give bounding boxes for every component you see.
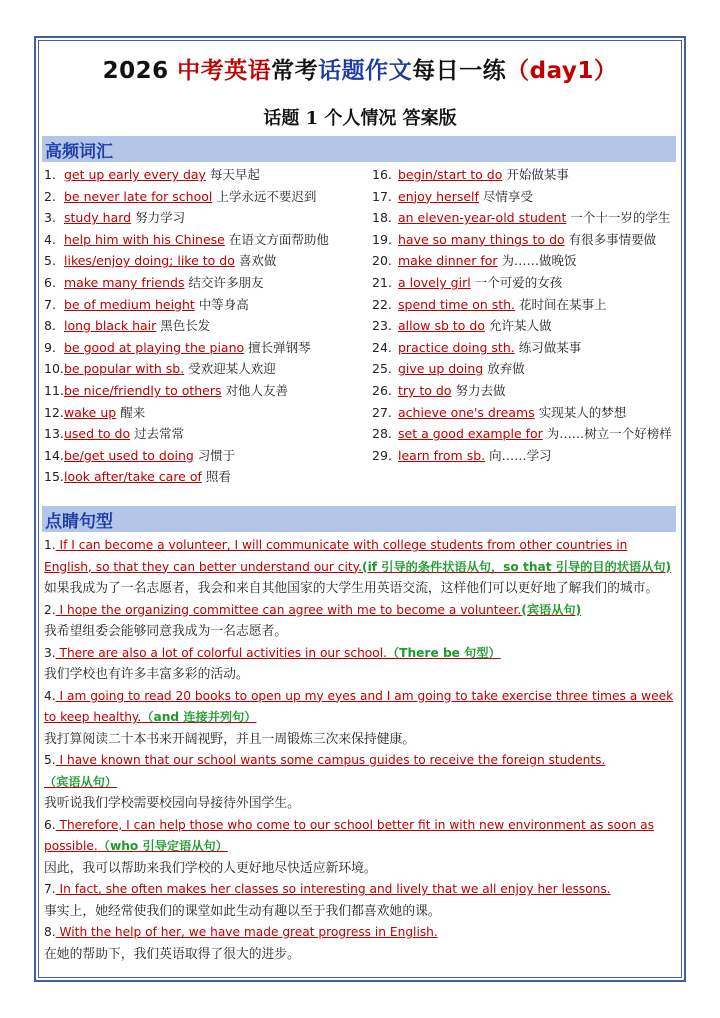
vocab-item-number: 2. (44, 188, 56, 204)
vocab-item (372, 423, 672, 445)
vocab-item (44, 207, 329, 229)
sentence-number: 6. (44, 817, 56, 832)
vocab-item-meaning: 中等身高 (198, 296, 249, 312)
vocab-item-phrase: be of medium height (64, 296, 195, 312)
vocab-item-meaning: 喜欢做 (238, 253, 277, 269)
sentence-english: There are also a lot of colorful activities in our school. (55, 645, 387, 660)
vocab-item-phrase: begin/start to do (398, 167, 503, 182)
sentence-item (44, 643, 676, 686)
vocab-item (44, 337, 329, 359)
sentence-translation: 我们学校也有许多丰富多彩的活动。 (44, 667, 249, 682)
vocab-item-number: 29. (372, 447, 392, 463)
vocab-item (372, 445, 672, 467)
vocab-item (44, 402, 329, 424)
page-subtitle: 话题 1 个人情况 答案版 (263, 108, 457, 129)
sentence-translation: 事实上，她经常使我们的课堂如此生动有趣以至于我们都喜欢她的课。 (44, 903, 441, 919)
title-part-daily: 每日一练 (412, 58, 507, 84)
sentence-english-line (44, 922, 676, 944)
vocab-item (372, 337, 672, 359)
sentence-grammar-note: （and 连接并列句） (141, 710, 257, 724)
vocab-item-number: 5. (44, 253, 56, 269)
vocab-item-number: 8. (44, 318, 56, 334)
vocab-item-meaning: 每天早起 (209, 167, 260, 182)
vocab-section-title: 高频词汇 (45, 142, 113, 162)
vocab-item (372, 164, 672, 186)
vocab-item-number: 18. (372, 210, 392, 226)
sentence-grammar-note: (宾语从句) (521, 602, 582, 617)
vocab-item (44, 445, 329, 467)
sentence-english: Therefore, I can help those who come to our school better fit in with new environment as soon as possible. (44, 817, 654, 853)
vocab-item-meaning: 为……树立一个好榜样 (546, 426, 672, 442)
sentence-translation: 我希望组委会能够同意我成为一名志愿者。 (44, 624, 288, 639)
vocab-item-number: 23. (372, 318, 392, 334)
title-part-day: （day1） (506, 58, 618, 84)
vocab-item-phrase: try to do (398, 382, 452, 398)
vocab-item-phrase: set a good example for (398, 426, 543, 442)
sentence-item (44, 600, 676, 643)
sentence-english-line (44, 600, 676, 622)
title-year: 2026 (102, 58, 178, 84)
vocab-item-phrase: get up early every day (64, 167, 206, 182)
vocab-item-phrase: be never late for school (64, 188, 213, 204)
vocab-item-meaning: 一个十一岁的学生 (570, 210, 671, 226)
sentence-english-line (44, 750, 676, 793)
vocab-item (372, 380, 672, 402)
vocab-item-number: 15. (44, 469, 64, 485)
vocab-item-number: 4. (44, 231, 56, 247)
vocab-item (44, 250, 329, 272)
vocab-item (372, 358, 672, 380)
vocab-item (372, 186, 672, 208)
page-title (0, 52, 720, 85)
sentence-translation: 我听说我们学校需要校园向导接待外国学生。 (44, 796, 300, 811)
vocab-item-phrase: give up doing (398, 361, 484, 377)
vocab-item-number: 11. (44, 382, 64, 398)
title-part-topic: 话题作文 (318, 58, 413, 84)
vocab-item (44, 294, 329, 316)
vocab-item-phrase: make many friends (64, 274, 185, 290)
vocab-item-number: 22. (372, 296, 392, 312)
vocab-section-header (42, 136, 676, 162)
sentence-english: With the help of her, we have made great progress in English. (55, 925, 438, 939)
vocab-item (44, 466, 329, 488)
vocab-item-phrase: enjoy herself (398, 188, 479, 204)
sentence-english: I hope the organizing committee can agree with me to become a volunteer. (55, 602, 522, 617)
vocab-item-number: 6. (44, 274, 56, 290)
vocab-item-meaning: 一个可爱的女孩 (474, 274, 563, 290)
vocab-item-number: 10. (44, 361, 64, 377)
vocab-item (44, 272, 329, 294)
vocab-item-phrase: allow sb to do (398, 318, 485, 334)
vocab-item (372, 229, 672, 251)
sentence-english: I am going to read 20 books to open up my eyes and I am going to take exercise three times a week to keep healthy. (44, 688, 674, 724)
sentence-english-line (44, 643, 676, 665)
vocab-item-phrase: achieve one's dreams (398, 404, 535, 420)
vocab-item-number: 19. (372, 231, 392, 247)
sentence-number: 3. (44, 645, 56, 660)
vocab-item-phrase: make dinner for (398, 253, 498, 269)
sentence-grammar-note: (if 引导的条件状语从句，so that 引导的目的状语从句) (362, 559, 672, 574)
vocab-item-meaning: 黑色长发 (160, 318, 211, 334)
sentence-item (44, 535, 676, 600)
sentence-translation: 我打算阅读二十本书来开阔视野，并且一周锻炼三次来保持健康。 (44, 731, 416, 747)
vocab-item-meaning: 放弃做 (487, 361, 525, 377)
vocab-item-number: 1. (44, 167, 56, 182)
vocab-item-number: 3. (44, 210, 56, 226)
vocab-item-number: 9. (44, 339, 56, 355)
vocab-item-phrase: help him with his Chinese (64, 231, 225, 247)
vocab-item-phrase: an eleven-year-old student (398, 210, 567, 226)
vocab-item-meaning: 花时间在某事上 (519, 296, 607, 312)
vocab-item-meaning: 尽情享受 (482, 188, 533, 204)
vocab-item (372, 402, 672, 424)
vocab-item (372, 315, 672, 337)
vocab-item-phrase: used to do (64, 426, 131, 442)
sentence-english-line (44, 815, 676, 858)
vocab-item-number: 21. (372, 274, 392, 290)
vocab-item-phrase: have so many things to do (398, 231, 565, 247)
vocab-item-number: 14. (44, 447, 64, 463)
vocab-item-phrase: long black hair (64, 318, 157, 334)
vocab-item-meaning: 过去常常 (134, 426, 185, 442)
sentence-number: 4. (44, 688, 56, 703)
sentence-english: I have known that our school wants some campus guides to receive the foreign students. (55, 753, 606, 767)
sentence-item (44, 815, 676, 880)
vocab-item-meaning: 受欢迎某人欢迎 (188, 361, 276, 377)
vocab-item (372, 250, 672, 272)
sentence-english-line (44, 879, 676, 901)
vocab-item-meaning: 醒来 (120, 404, 146, 420)
vocab-item-meaning: 努力学习 (135, 210, 186, 226)
vocab-item-phrase: spend time on sth. (398, 296, 516, 312)
vocab-item-number: 7. (44, 296, 56, 312)
sentence-item (44, 922, 676, 965)
vocab-item-phrase: be nice/friendly to others (64, 382, 222, 398)
vocab-item (44, 380, 329, 402)
sentence-english-line (44, 686, 676, 729)
vocab-item-meaning: 开始做某事 (506, 167, 569, 182)
sentence-section-header (42, 506, 676, 532)
vocab-item-meaning: 努力去做 (455, 382, 506, 398)
vocab-item-meaning: 擅长弹钢琴 (248, 339, 311, 355)
vocab-item-meaning: 为……做晚饭 (501, 253, 577, 269)
vocab-item-number: 20. (372, 253, 392, 269)
vocab-item-meaning: 在语文方面帮助他 (228, 231, 329, 247)
vocab-item-meaning: 实现某人的梦想 (538, 404, 627, 420)
vocab-item-phrase: be good at playing the piano (64, 339, 245, 355)
vocab-item-number: 26. (372, 382, 392, 398)
vocab-item-phrase: practice doing sth. (398, 339, 515, 355)
vocab-item (44, 315, 329, 337)
vocab-item-meaning: 上学永远不要迟到 (216, 188, 317, 204)
vocab-item-phrase: a lovely girl (398, 274, 471, 290)
sentence-section-title: 点睛句型 (45, 512, 113, 532)
vocab-item (372, 207, 672, 229)
vocab-item-number: 28. (372, 426, 392, 442)
vocab-item-number: 12. (44, 404, 64, 420)
vocab-list-right (372, 164, 672, 466)
sentence-number: 1. (44, 538, 56, 552)
vocab-item-meaning: 结交许多朋友 (188, 274, 264, 290)
vocab-item-meaning: 对他人友善 (225, 382, 289, 398)
vocab-item-number: 13. (44, 426, 64, 442)
sentence-english: If I can become a volunteer, I will communicate with college students from other countries in English, so that they can better understand our city. (44, 538, 628, 574)
sentence-translation: 在她的帮助下，我们英语取得了很大的进步。 (44, 946, 300, 962)
sentence-item (44, 750, 676, 815)
vocab-item-phrase: be popular with sb. (64, 361, 185, 377)
vocab-item-phrase: learn from sb. (398, 447, 486, 463)
vocab-item-number: 27. (372, 404, 392, 420)
vocab-item-meaning: 照看 (205, 469, 231, 485)
vocab-item-number: 17. (372, 188, 392, 204)
vocab-item-meaning: 有很多事情要做 (568, 231, 657, 247)
vocab-item (44, 229, 329, 251)
sentence-translation: 因此，我可以帮助来我们学校的人更好地尽快适应新环境。 (44, 860, 377, 876)
sentence-grammar-note: （宾语从句） (44, 774, 118, 789)
vocab-item (44, 423, 329, 445)
vocab-item (44, 164, 329, 186)
sentence-number: 2. (44, 602, 56, 617)
vocab-list-left (44, 164, 329, 488)
sentence-number: 7. (44, 882, 56, 896)
vocab-item-meaning: 允许某人做 (488, 318, 552, 334)
sentence-english-line (44, 535, 676, 578)
sentence-item (44, 879, 676, 922)
title-part-exam: 中考英语 (177, 58, 272, 84)
vocab-item-phrase: be/get used to doing (64, 447, 194, 463)
sentence-item (44, 686, 676, 751)
vocab-item (44, 358, 329, 380)
vocab-item-phrase: study hard (64, 210, 132, 226)
title-part-common: 常考 (271, 58, 319, 84)
vocab-item-phrase: look after/take care of (64, 469, 202, 485)
sentence-list (44, 535, 676, 965)
vocab-item-meaning: 向……学习 (489, 447, 552, 463)
vocab-item (372, 294, 672, 316)
vocab-item-number: 25. (372, 361, 392, 377)
vocab-item-phrase: likes/enjoy doing; like to do (64, 253, 235, 269)
vocab-item-number: 16. (372, 167, 392, 182)
vocab-item (372, 272, 672, 294)
vocab-item-phrase: wake up (64, 404, 117, 420)
vocab-item-number: 24. (372, 339, 392, 355)
sentence-grammar-note: （There be 句型） (386, 645, 501, 660)
sentence-translation: 如果我成为了一名志愿者，我会和来自其他国家的大学生用英语交流，这样他们可以更好地了解我们的城市。 (44, 581, 659, 596)
vocab-item (44, 186, 329, 208)
sentence-number: 8. (44, 925, 56, 939)
sentence-number: 5. (44, 753, 56, 767)
sentence-grammar-note: （who 引导定语从句） (97, 839, 228, 853)
vocab-item-meaning: 习惯于 (197, 447, 236, 463)
sentence-english: In fact, she often makes her classes so interesting and lively that we all enjoy her lessons. (55, 882, 611, 896)
vocab-item-meaning: 练习做某事 (518, 339, 582, 355)
